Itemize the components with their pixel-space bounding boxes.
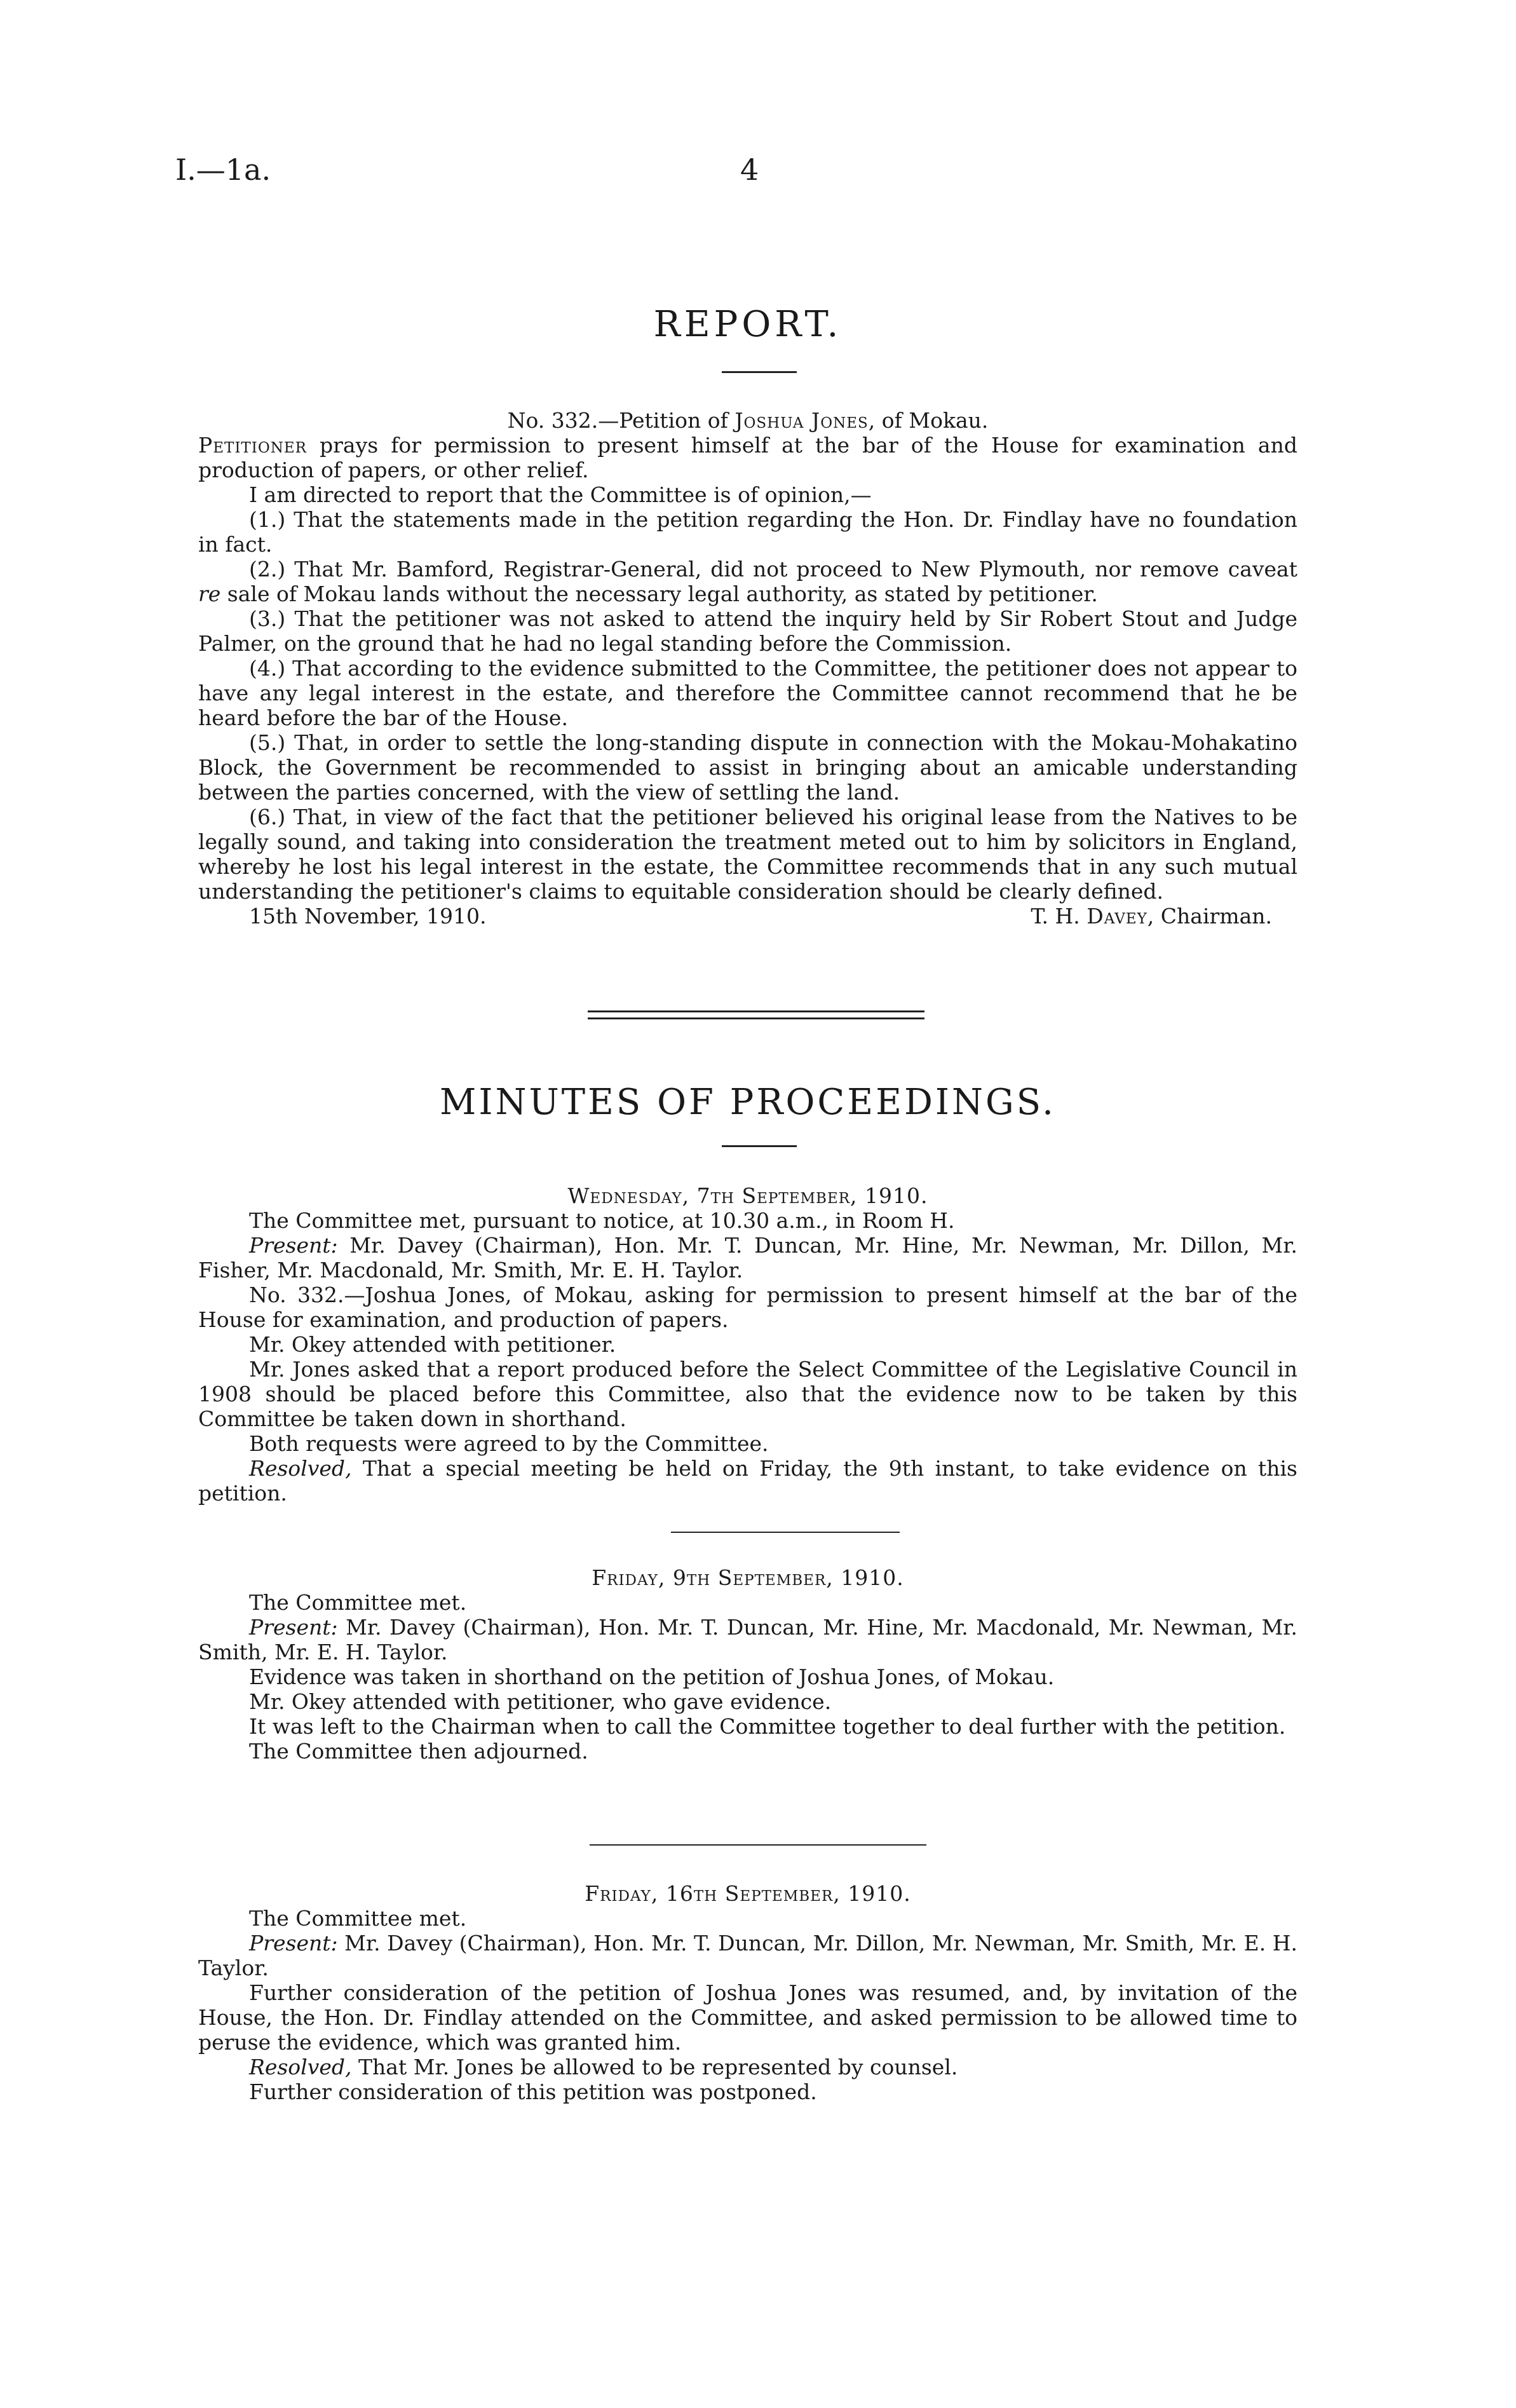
report-item-3: (3.) That the petitioner was not asked to attend the inquiry held by Sir Robert Stout and Judge Palmer, on the ground that he had no legal standing before the Commission. — [198, 606, 1297, 656]
meeting-3-present: Present: Mr. Davey (Chairman), Hon. Mr. T. Duncan, Mr. Dillon, Mr. Newman, Mr. Smith, Mr. E. H. Taylor. — [198, 1931, 1297, 1980]
meeting-1-agreed: Both requests were agreed to by the Committee. — [249, 1431, 769, 1456]
meeting-2 — [198, 1565, 1297, 1764]
report-item-1: (1.) That the statements made in the petition regarding the Hon. Dr. Findlay have no foundation in fact. — [198, 507, 1297, 557]
meeting-2-adjourned: The Committee then adjourned. — [249, 1739, 588, 1764]
report-signature-row — [198, 904, 1297, 929]
meeting-3-met: The Committee met. — [249, 1906, 467, 1931]
meeting-3 — [198, 1881, 1297, 2104]
meeting-2-present: Present: Mr. Davey (Chairman), Hon. Mr. T. Duncan, Mr. Hine, Mr. Macdonald, Mr. Newman, Mr. Smith, Mr. E. H. Taylor. — [198, 1615, 1297, 1664]
page-number: 4 — [740, 153, 759, 187]
meeting-3-heading: Friday, 16th September, 1910. — [585, 1881, 911, 1906]
minutes-title-underline — [722, 1145, 797, 1147]
meeting-2-evidence: Evidence was taken in shorthand on the petition of Joshua Jones, of Mokau. — [249, 1664, 1055, 1689]
meeting-1-met: The Committee met, pursuant to notice, at 10.30 a.m., in Room H. — [249, 1208, 955, 1233]
meeting-2-heading: Friday, 9th September, 1910. — [592, 1565, 904, 1590]
meeting-2-okey: Mr. Okey attended with petitioner, who gave evidence. — [249, 1689, 832, 1714]
meeting-1 — [198, 1183, 1297, 1506]
document-reference: I.—1a. — [175, 153, 271, 187]
meeting-1-jones-asked: Mr. Jones asked that a report produced before the Select Committee of the Legislative Council in 1908 should be placed before this Committee, also that the evidence now to be taken by this Committee be taken down in shorthand. — [198, 1357, 1297, 1431]
meeting-divider-1 — [671, 1532, 900, 1533]
meeting-3-further: Further consideration of the petition of Joshua Jones was resumed, and, by invitation of the House, the Hon. Dr. Findlay attended on the Committee, and asked permission to be allowed time to peruse the evidence, which was granted him. — [198, 1980, 1297, 2055]
meeting-1-present: Present: Mr. Davey (Chairman), Hon. Mr. T. Duncan, Mr. Hine, Mr. Newman, Mr. Dillon, Mr. Fisher, Mr. Macdonald, Mr. Smith, Mr. E. H. Taylor. — [198, 1233, 1297, 1282]
report-directed: I am directed to report that the Committee is of opinion,— — [249, 482, 872, 507]
meeting-1-okey: Mr. Okey attended with petitioner. — [249, 1332, 616, 1357]
report-signature: T. H. Davey, Chairman. — [1031, 904, 1272, 929]
meeting-1-petition: No. 332.—Joshua Jones, of Mokau, asking for permission to present himself at the bar of the House for examination, and production of papers. — [198, 1282, 1297, 1332]
title-underline — [722, 371, 797, 373]
report-item-6: (6.) That, in view of the fact that the petitioner believed his original lease from the Natives to be legally sound, and taking into consideration the treatment meted out to him by solicitors in England, whereby he lost his legal interest in the estate, the Committee recommends that in any such mutual understanding the petitioner's claims to equitable consideration should be clearly defined. — [198, 805, 1297, 904]
report-body — [198, 408, 1297, 929]
report-item-2: (2.) That Mr. Bamford, Registrar-General, did not proceed to New Plymouth, nor remove caveat re sale of Mokau lands without the necessary legal authority, as stated by petitioner. — [198, 557, 1297, 606]
meeting-3-resolved: Resolved, That Mr. Jones be allowed to be represented by counsel. — [249, 2055, 958, 2079]
minutes-title: MINUTES OF PROCEEDINGS. — [440, 1082, 1056, 1123]
meeting-3-postponed: Further consideration of this petition was postponed. — [249, 2079, 817, 2104]
meeting-1-heading: Wednesday, 7th September, 1910. — [567, 1183, 928, 1208]
meeting-2-left: It was left to the Chairman when to call the Committee together to deal further with the petition. — [249, 1714, 1286, 1739]
meeting-divider-2 — [590, 1844, 926, 1846]
petition-line: No. 332.—Petition of Joshua Jones, of Mokau. — [507, 408, 989, 433]
report-item-4: (4.) That according to the evidence submitted to the Committee, the petitioner does not appear to have any legal interest in the estate, and therefore the Committee cannot recommend that he be heard before the bar of the House. — [198, 656, 1297, 730]
report-date: 15th November, 1910. — [249, 904, 487, 929]
petition-prays: Petitioner prays for permission to present himself at the bar of the House for examination and production of papers, or other relief. — [198, 433, 1297, 482]
meeting-2-met: The Committee met. — [249, 1590, 467, 1615]
report-title: REPORT. — [653, 304, 843, 345]
report-item-5: (5.) That, in order to settle the long-standing dispute in connection with the Mokau-Mohakatino Block, the Government be recommended to assist in bringing about an amicable understanding between the parties concerned, with the view of settling the land. — [198, 730, 1297, 805]
section-divider — [588, 1010, 924, 1019]
meeting-1-resolved: Resolved, That a special meeting be held on Friday, the 9th instant, to take evidence on this petition. — [198, 1456, 1297, 1506]
